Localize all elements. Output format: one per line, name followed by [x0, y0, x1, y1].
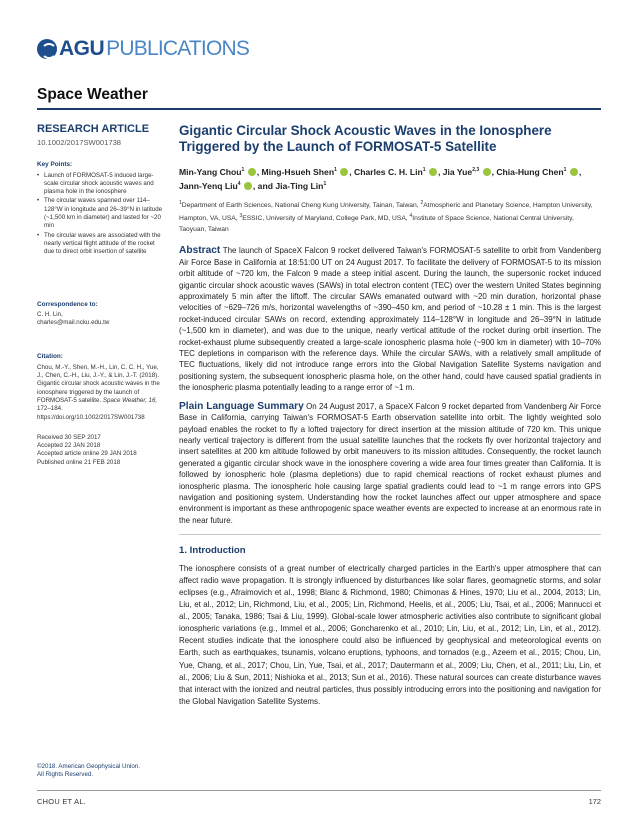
doi[interactable]: 10.1002/2017SW001738 — [37, 138, 122, 147]
pls-text: On 24 August 2017, a SpaceX Falcon 9 rocket departed from Vandenberg Air Force Base in California, carrying Taiwan's FORMOSAT-5 Earth observation satellite into orbit. The lightly weighted solo payload enables the rocket to fly a lofted trajectory for direct insertion at the mission altitude of 720 km. This unique nearly vertical trajectory is different from the usual satellite launches that the rockets fly over horizontal trajectory and insert satellites at 200 km altitude followed by orbit maneuvers to its mission altitudes. Consequently, the rocket launch generated a gigantic circular shock wave in the ionosphere covering a wide area four times greater than California. It is followed by ionospheric hole (plasma depletions) due to rapid chemical reactions of rocket exhaust plumes and ionospheric plasma. The ionospheric hole causing large spatial gradients could lead to ~1 m range errors into GPS navigation and positioning system. Understanding how the rocket launches affect our upper atmosphere and space environment is important as these anthropogenic space weather events are expected to increase at an enormous rate in the near future. — [179, 401, 601, 525]
author-name: Jia Yue — [442, 166, 473, 177]
footer-rule — [37, 790, 601, 791]
introduction-heading: 1. Introduction — [179, 545, 246, 557]
author-separator: , — [256, 166, 262, 177]
logo-agu-text: AGU — [59, 37, 105, 60]
orcid-icon[interactable] — [429, 168, 437, 176]
author-separator: , — [578, 166, 582, 177]
copyright-line: ©2018. American Geophysical Union. — [37, 763, 140, 770]
key-point: • The circular waves spanned over 114–128°W in longitude and 26–39°N in latitude (~1,500 km in diameter) and lasted for ~20 min — [37, 197, 165, 230]
agu-publications-logo — [37, 38, 249, 60]
orcid-icon[interactable] — [340, 168, 348, 176]
key-point: • Launch of FORMOSAT-5 induced large-scale circular shock acoustic waves and plasma hole in the ionosphere — [37, 172, 165, 197]
abstract — [179, 245, 601, 393]
citation — [37, 364, 165, 422]
key-points-heading: Key Points: — [37, 161, 73, 169]
author-list — [179, 164, 601, 192]
affil-sup: 1 — [179, 199, 182, 206]
author-separator: , — [349, 166, 355, 177]
author-affil-sup: 1 — [323, 180, 327, 187]
affiliation: Institute of Space Science, National Central University, Taoyuan, Taiwan — [179, 215, 574, 233]
citation-text: Chou, M.-Y., Shen, M.-H., Lin, C. C. H., Yue, J., Chen, C.-H., Liu, J.-Y., & Lin, J.-T. (2018). Gigantic circular shock acoustic waves in the ionosphere triggered by the launch of FORMOSAT-5 satellite. — [37, 363, 160, 404]
author-affil-sup: 1 — [422, 167, 426, 173]
affil-sup: 2 — [420, 199, 424, 206]
article-history — [37, 434, 165, 467]
affil-sup: 4 — [409, 213, 413, 220]
citation-doi-link[interactable]: 172–184. https://doi.org/10.1002/2017SW001738 — [37, 405, 145, 421]
author-separator: , and — [252, 180, 276, 191]
header-rule — [37, 108, 601, 110]
author-separator: , — [491, 166, 497, 177]
section-divider — [179, 534, 601, 535]
author-affil-sup: 4 — [237, 180, 241, 187]
affiliations — [179, 198, 601, 236]
orcid-icon[interactable] — [570, 168, 578, 176]
orcid-icon[interactable] — [248, 168, 256, 176]
author-name: Min-Yang Chou — [179, 166, 242, 177]
key-points-list — [37, 172, 165, 257]
copyright-line: All Rights Reserved. — [37, 771, 94, 779]
history-accepted-online: Accepted article online 29 JAN 2018 — [37, 450, 137, 458]
author-name: Charles C. H. Lin — [354, 166, 423, 177]
pls-heading: Plain Language Summary — [179, 400, 304, 412]
history-published: Published online 21 FEB 2018 — [37, 458, 121, 466]
author-affil-sup: 1 — [334, 167, 337, 173]
article-type: RESEARCH ARTICLE — [37, 123, 150, 135]
affiliation: ESSIC, University of Maryland, College Park, MD, USA, — [242, 215, 410, 223]
citation-heading: Citation: — [37, 353, 63, 361]
correspondence-name: C. H. Lin, — [37, 310, 63, 318]
article-main — [179, 123, 601, 708]
author-affil-sup: 1 — [241, 167, 245, 173]
author-name: Jia-Ting Lin — [275, 180, 324, 191]
author-name: Jann-Yenq Liu — [179, 180, 238, 191]
abstract-heading: Abstract — [179, 245, 221, 257]
correspondence-heading: Correspondence to: — [37, 300, 98, 308]
article-title: Gigantic Circular Shock Acoustic Waves in the Ionosphere Triggered by the Launch of FORMOSAT-5 Satellite — [179, 123, 552, 154]
logo-publications-text: PUBLICATIONS — [106, 37, 250, 60]
key-point: • The circular waves are associated with the nearly vertical flight attitude of the rocket due to direct orbit insertion of satellite — [37, 232, 165, 257]
abstract-text: The launch of SpaceX Falcon 9 rocket delivered Taiwan's FORMOSAT-5 satellite to orbit from Vandenberg Air Force Base in California at 18:51:00 UT on 24 August 2017. To facilitate the delivery of FORMOSAT-5 to its mission orbit altitude of ~720 km, the Falcon 9 made a steep initial ascent. During the launch, the supersonic rocket induced gigantic circular shock acoustic waves (SAWs) in total electron content (TEC) over the western United States beginning approximately 5 min after the liftoff. The circular SAWs emanated outward with ~20 min duration, horizontal phase velocities of ~629–726 m/s, horizontal wavelengths of ~390–450 km, and period of ~10.28 ± 1 min. This is the largest rocket-induced circular SAWs on record, extending approximately 114–128°W in longitude and 26–39°N in latitude (~1,500 km in diameter), and was due to the unique, nearly vertical attitude of the rocket during orbit insertion. The rocket-exhaust plume subsequently created a large-scale ionospheric plasma hole (~900 km in diameter) with 10–70% TEC depletions in comparison with the reference days. While the circular SAWs, with a relatively small amplitude of TEC fluctuations, likely did not introduce range errors into the Global Navigation Satellite Systems navigation and positioning system, the subsequent ionospheric plasma hole, on the other hand, could have caused spatial gradients in the ionospheric plasma potentially leading to a range error of ~1 m. — [179, 246, 601, 393]
correspondence-email[interactable]: charles@mail.ncku.edu.tw — [37, 319, 110, 327]
affil-sup: 3 — [239, 213, 243, 220]
agu-globe-icon — [37, 39, 57, 59]
affiliation: Atmospheric and Planetary Science, Hampton University, Hampton, VA, USA, — [179, 201, 593, 223]
copyright — [37, 763, 165, 780]
author-name: Ming-Hsueh Shen — [261, 166, 335, 177]
author-name: Chia-Hung Chen — [496, 166, 564, 177]
author-affil-sup: 1 — [563, 167, 567, 173]
author-separator: , — [437, 166, 443, 177]
plain-language-summary — [179, 401, 601, 526]
affiliation: Department of Earth Sciences, National Cheng Kung University, Tainan, Taiwan, — [181, 201, 421, 209]
introduction-text: The ionosphere consists of a great number of electrically charged particles in the Earth's upper atmosphere that can affect radio wave propagation. It is strongly influenced by disturbances like solar flares, geomagnetic storms, and solar eclipses (e.g., Afraimovich et al., 1998; Blanc & Richmond, 1980; Chimonas & Hines, 1970; Liu et al., 2004, 2013; Lin, Liu, et al., 2012; Lin, Richmond, Liu, et al., 2005; Lin, Richmond, Heelis, et al., 2005; Liu, Tsai, et al., 2006; Mannucci et al., 2005; Tanaka, 1986; Tsai & Liu, 1999). Global-scale lower atmospheric activities also contribute to significant global ionospheric variations (e.g., Immel et al., 2006; Goncharenko et al., 2010; Lin, Liu, et al., 2012; Lin, Lin, et al., 2012). Recent studies indicate that the ionosphere could also be influenced by geophysical and meteorological events on Earth, such as earthquakes, tsunamis, volcano eruptions, typhoons, and tornados (e.g., Azeem et al., 2015; Chou, Lin, Yue, Chang, et al., 2017; Chou, Lin, Yue, Tsai, et al., 2017; Dautermann et al., 2009; Liu, Chen, et al., 2011; Liu, Lin, et al., 2006; Liu & Sun, 2011; Nishioka et al., 2013; Sun et al., 2016). These natural sources can create disturbance waves that interact with the ionized and neutral particles, thus possibly introducing errors into the positioning and navigation for the Global Navigation Satellite Systems. — [179, 564, 601, 706]
author-affil-sup: 2,3 — [472, 167, 480, 173]
citation-journal: Space Weather, 16, — [102, 396, 158, 404]
history-received: Received 30 SEP 2017 — [37, 433, 101, 441]
history-accepted: Accepted 22 JAN 2018 — [37, 442, 101, 450]
orcid-icon[interactable] — [244, 182, 252, 190]
footer-authors: CHOU ET AL. — [37, 797, 87, 806]
page-number: 172 — [588, 797, 601, 806]
sidebar — [37, 123, 165, 467]
journal-name: Space Weather — [37, 86, 148, 103]
orcid-icon[interactable] — [483, 168, 491, 176]
